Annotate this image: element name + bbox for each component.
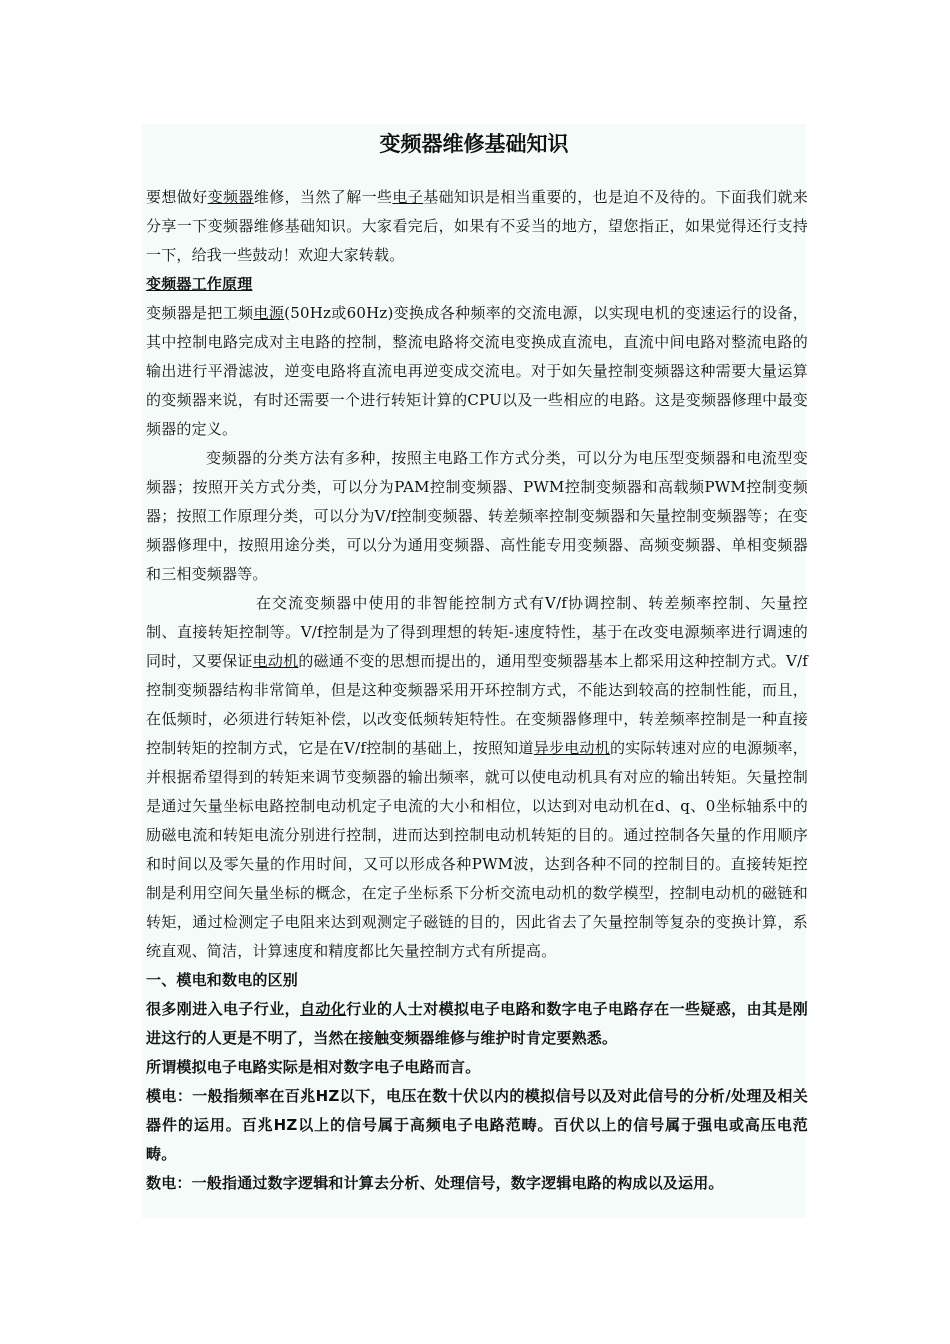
link-async-motor[interactable]: 异步电动机 xyxy=(533,739,610,757)
text: 变频器是把工频 xyxy=(146,304,254,322)
paragraph-classification: 变频器的分类方法有多种，按照主电路工作方式分类，可以分为电压型变频器和电流型变频器；按照开关方式分类，可以分为PAM控制变频器、PWM控制变频器和高载频PWM控制变频器；按照工作原理分类，可以分为V/f控制变频器、转差频率控制变频器和矢量控制变频器等；在变频器修理中，按照用途分类，可以分为通用变频器、高性能专用变频器、高频变频器、单相变频器和三相变频器等。 xyxy=(146,449,808,583)
link-motor[interactable]: 电动机 xyxy=(252,652,299,670)
text: 维修，当然了解一些 xyxy=(253,188,393,206)
text: 的磁通不变的思想而提出的，通用型变频器基本上都采用这种控制方式。V/f控制变频器结构非常简单，但是这种变频器采用开环控制方式，不能达到较高的控制性能，而且，在低频时，必须进行转矩补偿，以改变低频转矩特性。在变频器修理中，转差频率控制是一种直接控制转矩的控制方式，它是在V/f控制的基础上，按照知道 xyxy=(146,652,808,757)
text: (50Hz或60Hz)变换成各种频率的交流电源，以实现电机的变速运行的设备，其中控制电路完成对主电路的控制，整流电路将交流电变换成直流电，直流中间电路对整流电路的输出进行平滑滤波，逆变电路将直流电再逆变成交流电。对于如矢量控制变频器这种需要大量运算的变频器来说，有时还需要一个进行转矩计算的CPU以及一些相应的电路。这是变频器修理中最变频器的定义。 xyxy=(146,304,808,438)
section-heading-analog-digital: 一、模电和数电的区别 xyxy=(146,971,299,989)
link-power-source[interactable]: 电源 xyxy=(253,304,285,322)
document-body xyxy=(146,183,808,1198)
text: 的实际转速对应的电源频率，并根据希望得到的转矩来调节变频器的输出频率，就可以使电动机具有对应的输出转矩。矢量控制是通过矢量坐标电路控制电动机定子电流的大小和相位，以达到对电动机在d、q、0坐标轴系中的励磁电流和转矩电流分别进行控制，进而达到控制电动机转矩的目的。通过控制各矢量的作用顺序和时间以及零矢量的作用时间，又可以形成各种PWM波，达到各种不同的控制目的。直接转矩控制是利用空间矢量坐标的概念，在定子坐标系下分析交流电动机的数学模型，控制电动机的磁链和转矩，通过检测定子电阻来达到观测定子磁链的目的，因此省去了矢量控制等复杂的变换计算，系统直观、简洁，计算速度和精度都比矢量控制方式有所提高。 xyxy=(146,739,808,960)
paragraph-control-methods xyxy=(146,589,808,966)
heading-text[interactable]: 变频器工作原理 xyxy=(146,275,253,293)
text: 要想做好 xyxy=(146,188,208,206)
intro-paragraph xyxy=(146,183,808,270)
section-heading-principle xyxy=(146,270,808,299)
paragraph-intro-analog-digital xyxy=(146,995,808,1053)
paragraph-digital-definition: 数电：一般指通过数字逻辑和计算去分析、处理信号，数字逻辑电路的构成以及运用。 xyxy=(146,1174,724,1192)
paragraph-analog-relative: 所谓模拟电子电路实际是相对数字电子电路而言。 xyxy=(146,1058,481,1076)
link-electronics[interactable]: 电子 xyxy=(392,188,424,206)
link-automation[interactable]: 自动化 xyxy=(300,1000,347,1018)
text: 行业的人士对模拟电子电路和数字电子电路存在一些疑惑，由其是刚进这行的人更是不明了，当然在接触变频器维修与维护时肯定要熟悉。 xyxy=(146,1000,808,1047)
text: 很多刚进入电子行业， xyxy=(146,1000,300,1018)
paragraph-definition xyxy=(146,299,808,444)
paragraph-analog-definition: 模电：一般指频率在百兆HZ以下，电压在数十伏以内的模拟信号以及对此信号的分析/处理及相关器件的运用。百兆HZ以上的信号属于高频电子电路范畴。百伏以上的信号属于强电或高压电范畴。 xyxy=(146,1087,808,1163)
link-inverter[interactable]: 变频器 xyxy=(207,188,254,206)
text: 在交流变频器中使用的非智能控制方式有V/f协调控制、转差频率控制、矢量控制、直接转矩控制等。V/f控制是为了得到理想的转矩-速度特性，基于在改变电源频率进行调速的同时，又要保证 xyxy=(146,594,808,670)
document-title: 变频器维修基础知识 xyxy=(379,132,569,156)
text: 基础知识是相当重要的，也是迫不及待的。下面我们就来分享一下变频器维修基础知识。大家看完后，如果有不妥当的地方，望您指正，如果觉得还行支持一下，给我一些鼓动！欢迎大家转载。 xyxy=(146,188,808,264)
